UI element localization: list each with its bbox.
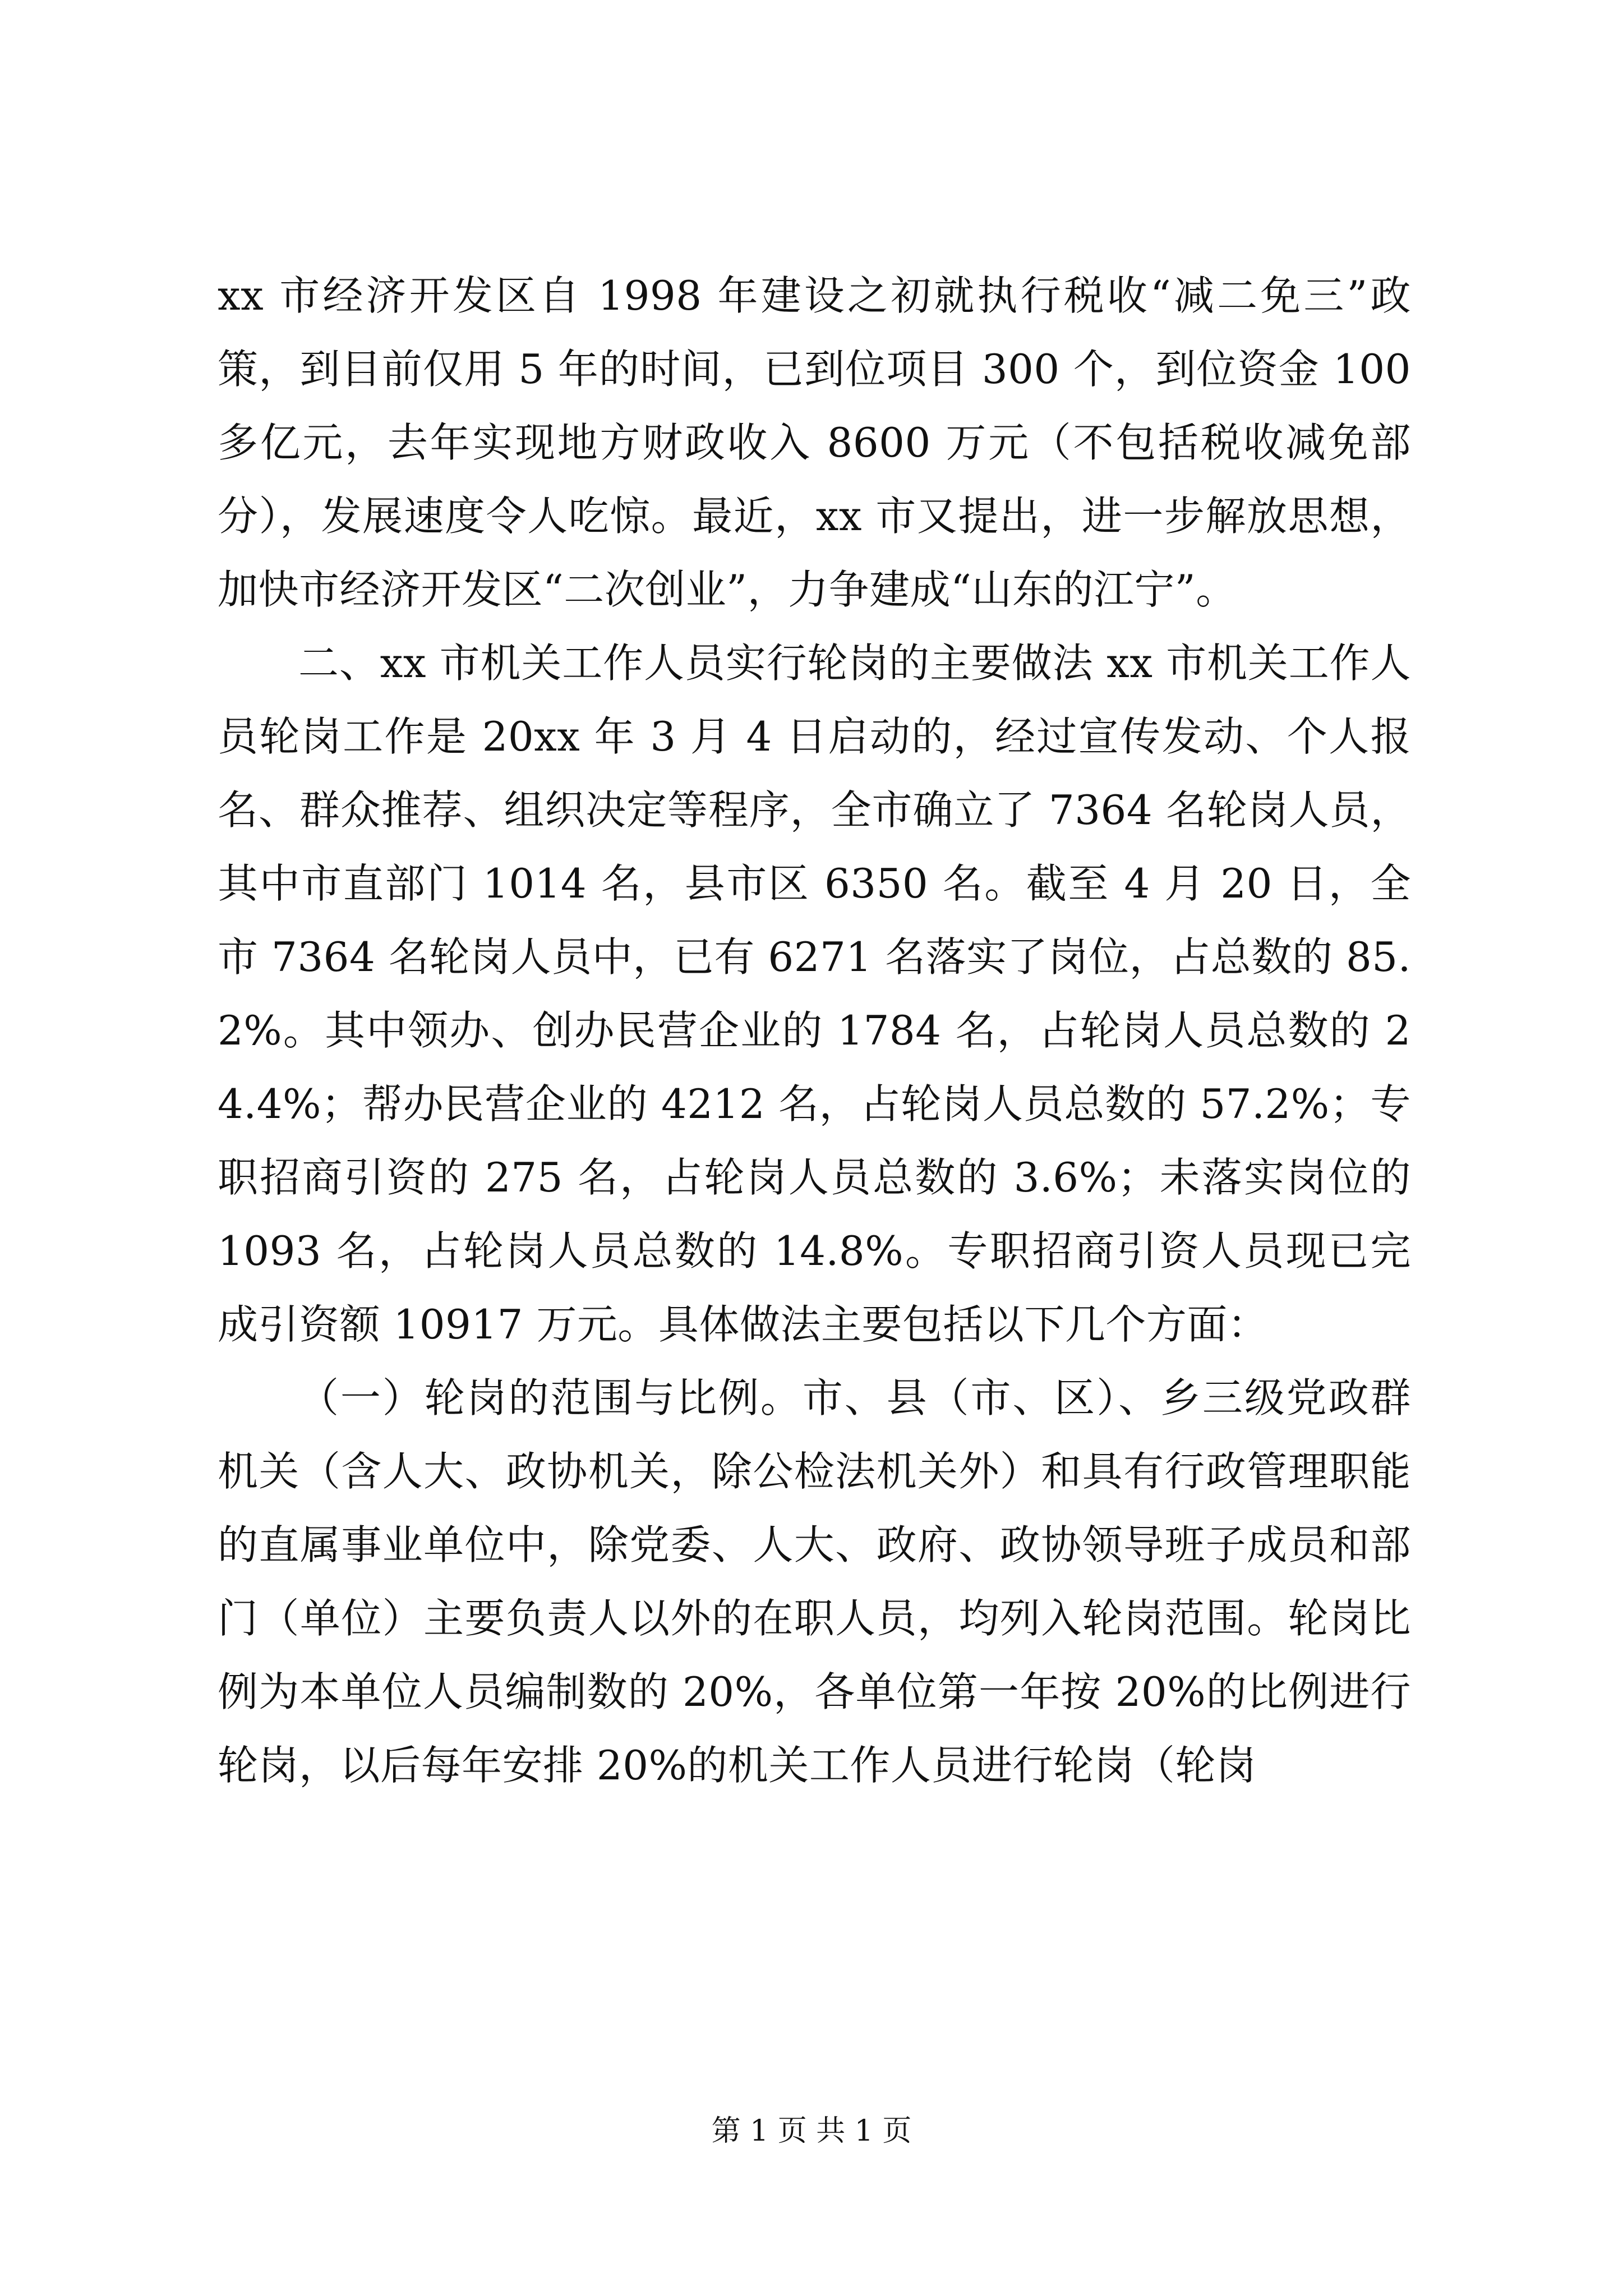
page-footer: 第 1 页 共 1 页 bbox=[711, 2114, 912, 2148]
document-body bbox=[218, 259, 1411, 1802]
paragraph-1: xx 市经济开发区自 1998 年建设之初就执行税收“减二免三”政策，到目前仅用 5 年的时间，已到位项目 300 个，到位资金 100 多亿元，去年实现地方财政收入 8600 万元（不包括税收减免部分），发展速度令人吃惊。最近，xx 市又提出，进一步解放思想，加快市经济开发区“二次创业”，力争建成“山东的江宁”。 bbox=[218, 272, 1411, 613]
paragraph-3: （一）轮岗的范围与比例。市、县（市、区）、乡三级党政群机关（含人大、政协机关，除公检法机关外）和具有行政管理职能的直属事业单位中，除党委、人大、政府、政协领导班子成员和部门（单位）主要负责人以外的在职人员，均列入轮岗范围。轮岗比例为本单位人员编制数的 20%，各单位第一年按 20%的比例进行轮岗，以后每年安排 20%的机关工作人员进行轮岗（轮岗 bbox=[218, 1374, 1411, 1789]
paragraph-2: 二、xx 市机关工作人员实行轮岗的主要做法 xx 市机关工作人员轮岗工作是 20xx 年 3 月 4 日启动的，经过宣传发动、个人报名、群众推荐、组织决定等程序，全市确立了 7364 名轮岗人员，其中市直部门 1014 名，县市区 6350 名。截至 4 月 20 日，全市 7364 名轮岗人员中，已有 6271 名落实了岗位，占总数的 85.2%。其中领办、创办民营企业的 1784 名，占轮岗人员总数的 24.4%；帮办民营企业的 4212 名，占轮岗人员总数的 57.2%；专职招商引资的 275 名，占轮岗人员总数的 3.6%；未落实岗位的 1093 名，占轮岗人员总数的 14.8%。专职招商引资人员现已完成引资额 10917 万元。具体做法主要包括以下几个方面： bbox=[218, 639, 1411, 1348]
